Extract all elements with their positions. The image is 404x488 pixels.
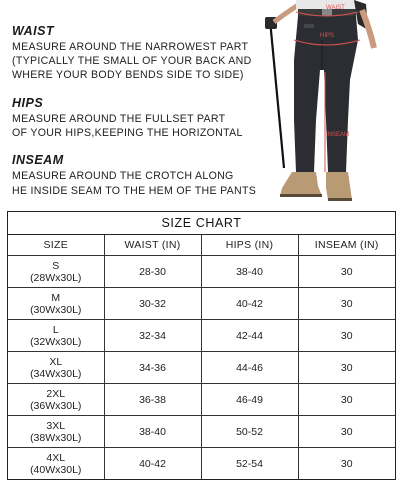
waist-cell: 28-30	[104, 256, 201, 288]
hips-title: HIPS	[12, 96, 44, 110]
figure-label-inseam: INSEAM	[326, 132, 350, 138]
table-row	[8, 416, 395, 448]
inseam-cell: 30	[298, 288, 395, 320]
size-dimensions: (30Wx30L)	[30, 303, 82, 316]
waist-cell: 30-32	[104, 288, 201, 320]
model-illustration	[262, 0, 404, 205]
size-cell	[8, 384, 104, 416]
size-cell	[8, 352, 104, 384]
header-size: SIZE	[8, 235, 104, 256]
size-dimensions: (32Wx30L)	[30, 335, 82, 348]
waist-cell: 36-38	[104, 384, 201, 416]
right-boot-sole	[328, 198, 352, 201]
size-cell	[8, 416, 104, 448]
size-dimensions: (40Wx30L)	[30, 463, 82, 476]
pants-pocket	[304, 24, 314, 28]
pants	[294, 16, 358, 172]
trekking-pole	[270, 20, 284, 168]
size-cell	[8, 256, 104, 288]
inseam-line-2: HE INSIDE SEAM TO THE HEM OF THE PANTS	[12, 185, 257, 197]
table-row	[8, 288, 395, 320]
size-table	[8, 235, 395, 479]
waist-cell: 40-42	[104, 448, 201, 480]
hips-cell: 38-40	[201, 256, 298, 288]
waist-cell: 32-34	[104, 320, 201, 352]
figure-label-waist: WAIST	[326, 5, 345, 11]
header-inseam: INSEAM (IN)	[298, 235, 395, 256]
size-dimensions: (28Wx30L)	[30, 271, 82, 284]
right-boot	[326, 172, 352, 200]
size-label: 3XL	[46, 419, 66, 432]
hips-cell: 40-42	[201, 288, 298, 320]
table-row	[8, 256, 395, 288]
table-row	[8, 448, 395, 480]
size-label: 2XL	[46, 387, 66, 400]
size-cell	[8, 448, 104, 480]
hips-cell: 52-54	[201, 448, 298, 480]
size-table-header-row	[8, 235, 395, 256]
inseam-title: INSEAM	[12, 153, 64, 167]
waist-cell: 34-36	[104, 352, 201, 384]
inseam-cell: 30	[298, 256, 395, 288]
size-dimensions: (38Wx30L)	[30, 431, 82, 444]
header-waist: WAIST (IN)	[104, 235, 201, 256]
table-row	[8, 352, 395, 384]
waist-cell: 38-40	[104, 416, 201, 448]
inseam-cell: 30	[298, 320, 395, 352]
waist-line-2: (TYPICALLY THE SMALL OF YOUR BACK AND	[12, 55, 252, 67]
waist-title: WAIST	[12, 24, 55, 38]
size-label: XL	[49, 355, 63, 368]
table-row	[8, 320, 395, 352]
hips-cell: 50-52	[201, 416, 298, 448]
size-label: S	[52, 259, 60, 272]
inseam-cell: 30	[298, 384, 395, 416]
size-dimensions: (34Wx30L)	[30, 367, 82, 380]
hips-cell: 46-49	[201, 384, 298, 416]
waist-line-3: WHERE YOUR BODY BENDS SIDE TO SIDE)	[12, 69, 244, 81]
inseam-cell: 30	[298, 416, 395, 448]
figure-label-hips: HIPS	[320, 33, 335, 39]
hips-cell: 42-44	[201, 320, 298, 352]
hips-line-1: MEASURE AROUND THE FULLSET PART	[12, 113, 226, 125]
inseam-line-1: MEASURE AROUND THE CROTCH ALONG	[12, 170, 234, 182]
left-boot-sole	[280, 194, 322, 197]
size-dimensions: (36Wx30L)	[30, 399, 82, 412]
size-cell	[8, 288, 104, 320]
inseam-cell: 30	[298, 352, 395, 384]
size-label: 4XL	[46, 451, 66, 464]
right-arm	[362, 10, 374, 48]
inseam-cell: 30	[298, 448, 395, 480]
hips-cell: 44-46	[201, 352, 298, 384]
size-label: M	[51, 291, 61, 304]
left-boot	[280, 172, 322, 196]
hips-line-2: OF YOUR HIPS,KEEPING THE HORIZONTAL	[12, 127, 243, 139]
size-cell	[8, 320, 104, 352]
model-figure-svg	[262, 0, 404, 205]
table-row	[8, 384, 395, 416]
size-label: L	[52, 323, 59, 336]
size-chart-title: SIZE CHART	[8, 212, 395, 235]
header-hips: HIPS (IN)	[201, 235, 298, 256]
waist-line-1: MEASURE AROUND THE NARROWEST PART	[12, 41, 249, 53]
size-chart	[7, 211, 396, 480]
